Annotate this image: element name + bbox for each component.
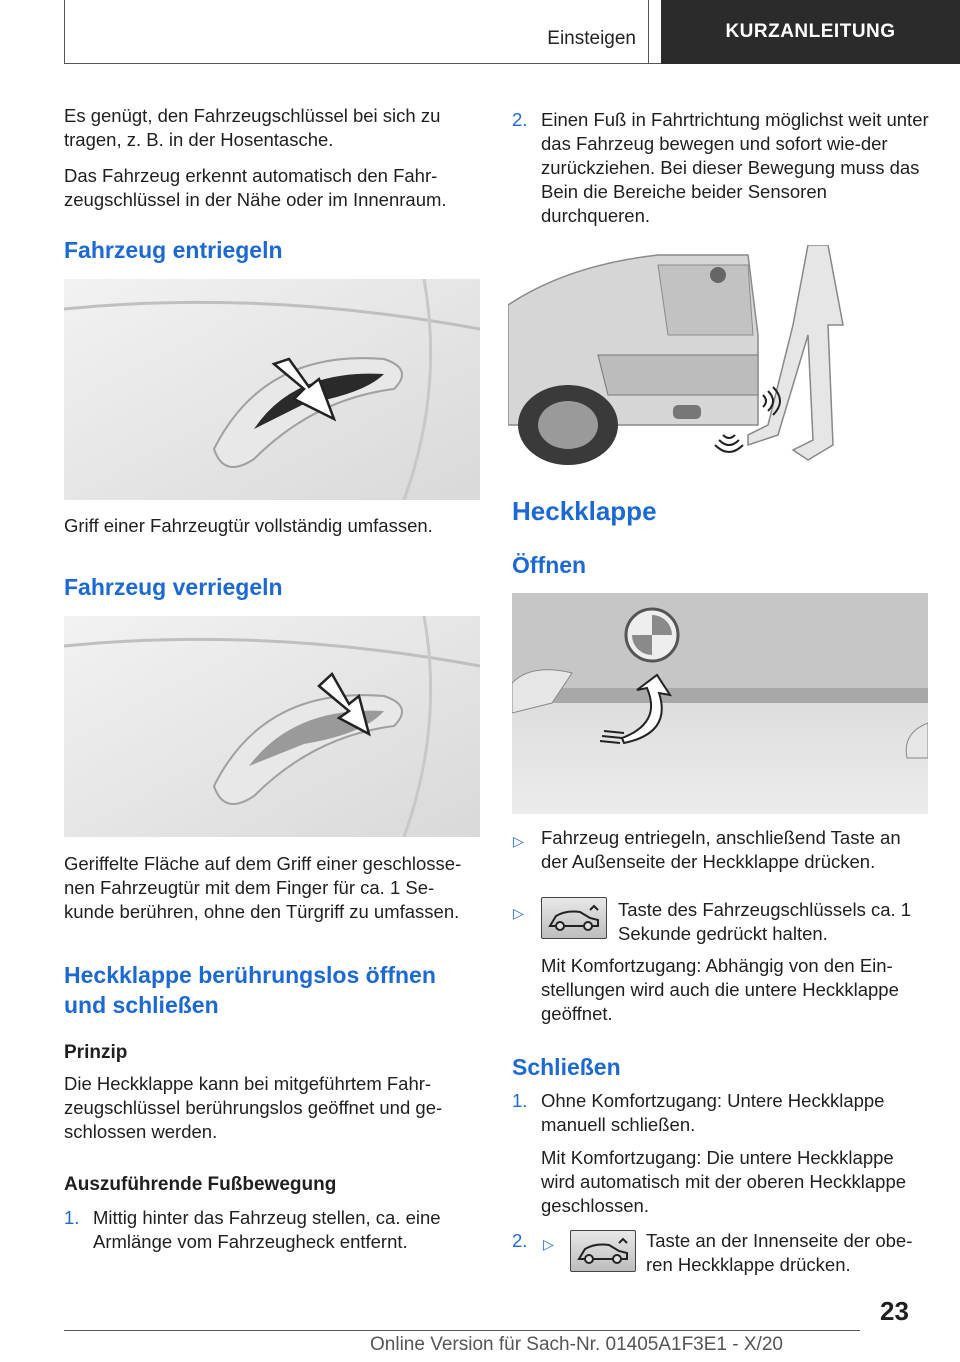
door-handle-lock-image [64, 616, 480, 837]
close2-bullet-symbol: ▷ [543, 1236, 554, 1252]
bullet2-extra: Mit Komfortzugang: Abhängig von den Ein-stellungen wird auch die untere Heckklappe geöffnet. [541, 955, 899, 1024]
header-section-title: Einsteigen [547, 28, 636, 49]
header-left-rule [64, 0, 65, 64]
close1-number: 1. [512, 1090, 528, 1111]
tailgate-button-image [512, 593, 928, 814]
heading-prinzip: Prinzip [64, 1042, 128, 1063]
bullet1-text: Fahrzeug entriegeln, anschließend Taste an der Außenseite der Heckklappe drücken. [541, 827, 901, 872]
tailgate-inner-button-icon [570, 1230, 636, 1272]
page-number: 23 [880, 1296, 909, 1326]
foot-sensor-image [508, 245, 846, 465]
unlock-caption: Griff einer Fahrzeugtür vollständig umfassen. [64, 515, 433, 536]
step1-text: Mittig hinter das Fahrzeug stellen, ca. eine Armlänge vom Fahrzeugheck entfernt. [93, 1207, 441, 1252]
bullet2-text: Taste des Fahrzeugschlüssels ca. 1 Sekunde gedrückt halten. [618, 899, 912, 944]
bullet2-symbol: ▷ [513, 905, 524, 921]
header-bottom-rule [64, 63, 661, 64]
step2-text: Einen Fuß in Fahrtrichtung möglichst weit unter das Fahrzeug bewegen und sofort wie-der zurückziehen. Bei dieser Bewegung muss das Bein die Bereiche beider Sensoren durchqueren. [541, 109, 929, 226]
door-handle-unlock-image [64, 279, 480, 500]
close2-number: 2. [512, 1230, 528, 1251]
header-separator [648, 0, 649, 64]
heading-unlock: Fahrzeug entriegeln [64, 237, 283, 263]
footer-rule [64, 1330, 860, 1331]
prinzip-text: Die Heckklappe kann bei mitgeführtem Fahr-zeugschlüssel berührungslos geöffnet und ge-schlossen werden. [64, 1073, 443, 1142]
footer-online-version: Online Version für Sach-Nr. 01405A1F3E1 - X/20 [370, 1334, 783, 1355]
close1-extra: Mit Komfortzugang: Die untere Heckklappe wird automatisch mit der oberen Heckklappe geschlossen. [541, 1147, 907, 1216]
lock-caption: Geriffelte Fläche auf dem Griff einer geschlosse-nen Fahrzeugtür mit dem Finger für ca. 1 Se-kunde berühren, ohne den Türgriff zu umfassen. [64, 853, 462, 922]
intro-paragraph-1: Es genügt, den Fahrzeugschlüssel bei sich zu tragen, z. B. in der Hosentasche. [64, 105, 441, 150]
heading-foot-movement: Auszuführende Fußbewegung [64, 1174, 337, 1195]
car-key-tailgate-icon [541, 897, 607, 939]
heading-lock: Fahrzeug verriegeln [64, 574, 283, 600]
heading-heckklappe: Heckklappe [512, 496, 657, 526]
close2-text: Taste an der Innenseite der obe-ren Heckklappe drücken. [646, 1230, 913, 1275]
close1-text: Ohne Komfortzugang: Untere Heckklappe manuell schließen. [541, 1090, 885, 1135]
step2-number: 2. [512, 109, 528, 130]
heading-oeffnen: Öffnen [512, 552, 587, 578]
intro-paragraph-2: Das Fahrzeug erkennt automatisch den Fahr-zeugschlüssel in der Nähe oder im Innenraum. [64, 165, 447, 210]
header-tab-kurzanleitung[interactable]: KURZANLEITUNG [661, 0, 960, 64]
heading-schliessen: Schließen [512, 1054, 621, 1080]
bullet1-symbol: ▷ [513, 833, 524, 849]
step1-number: 1. [64, 1207, 80, 1228]
heading-touchless-tailgate: Heckklappe berührungslos öffnen und schließen [64, 962, 436, 1018]
